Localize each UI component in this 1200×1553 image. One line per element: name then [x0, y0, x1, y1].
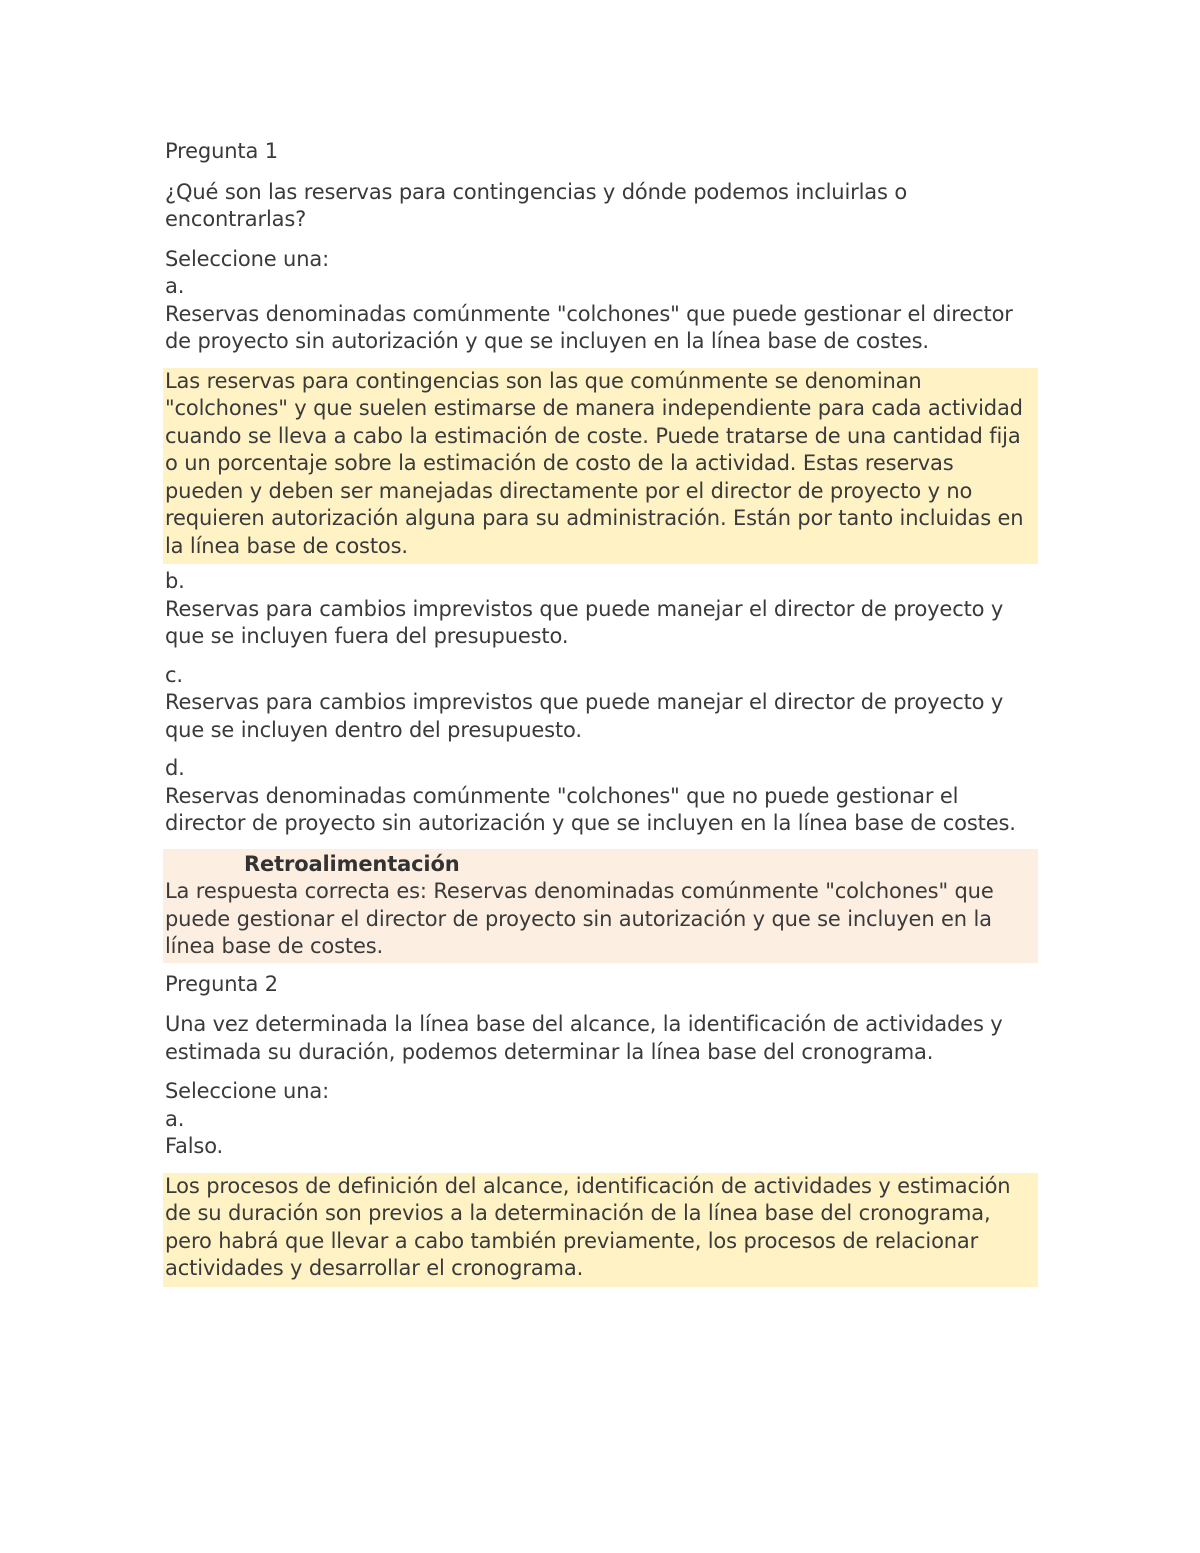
- question-text: Una vez determinada la línea base del alcance, la identificación de actividades y estimada su duración, podemos determinar la línea base del cronograma.: [165, 1012, 1003, 1064]
- option-text: Reservas denominadas comúnmente "colchones" que no puede gestionar el director de proyecto sin autorización y que se incluyen en la línea base de costes.: [165, 783, 1016, 835]
- option-letter: b.: [165, 569, 185, 593]
- option-letter: c.: [165, 662, 183, 687]
- option-text: Reservas denominadas comúnmente "colchones" que puede gestionar el director de proyecto sin autorización y que se incluyen en la línea base de costes.: [165, 301, 1013, 353]
- option-a[interactable]: [165, 1106, 1038, 1161]
- retroalimentacion-heading: Retroalimentación: [244, 851, 460, 876]
- question-title: Pregunta 2: [165, 971, 278, 996]
- retroalimentacion-box: [163, 849, 1038, 963]
- option-a[interactable]: [165, 273, 1038, 356]
- retroalimentacion-text: La respuesta correcta es: Reservas denominadas comúnmente "colchones" que puede gestionar el director de proyecto sin autorización y que se incluyen en la línea base de costes.: [165, 879, 994, 958]
- option-b[interactable]: [165, 568, 1038, 651]
- option-text: Reservas para cambios imprevistos que puede manejar el director de proyecto y que se incluyen dentro del presupuesto.: [165, 690, 1004, 742]
- option-letter: d.: [165, 756, 185, 780]
- option-text: Reservas para cambios imprevistos que puede manejar el director de proyecto y que se incluyen fuera del presupuesto.: [165, 596, 1004, 648]
- option-d[interactable]: [165, 755, 1038, 838]
- option-letter: a.: [165, 1106, 185, 1131]
- option-text: Falso.: [165, 1134, 224, 1158]
- option-feedback: Las reservas para contingencias son las que comúnmente se denominan "colchones" y que suelen estimarse de manera independiente para cada actividad cuando se lleva a cabo la estimación de coste. Puede tratarse de una cantidad fija o un porcentaje sobre la estimación de costo de la actividad. Estas reservas pueden y deben ser manejadas directamente por el director de proyecto y no requieren autorización alguna para su administración. Están por tanto incluidas en la línea base de costos.: [163, 368, 1038, 565]
- select-label: Seleccione una:: [165, 246, 329, 271]
- option-c[interactable]: [165, 662, 1038, 745]
- question-1: [165, 138, 1038, 963]
- question-text: ¿Qué son las reservas para contingencias y dónde podemos incluirlas o encontrarlas?: [165, 179, 908, 231]
- option-feedback: Los procesos de definición del alcance, identificación de actividades y estimación de su duración son previos a la determinación de la línea base del cronograma, pero habrá que llevar a cabo también previamente, los procesos de relacionar actividades y desarrollar el cronograma.: [163, 1173, 1038, 1287]
- question-title: Pregunta 1: [165, 139, 278, 163]
- document-page: [165, 138, 1038, 1291]
- select-label: Seleccione una:: [165, 1079, 329, 1103]
- question-2: [165, 971, 1038, 1287]
- option-letter: a.: [165, 274, 185, 298]
